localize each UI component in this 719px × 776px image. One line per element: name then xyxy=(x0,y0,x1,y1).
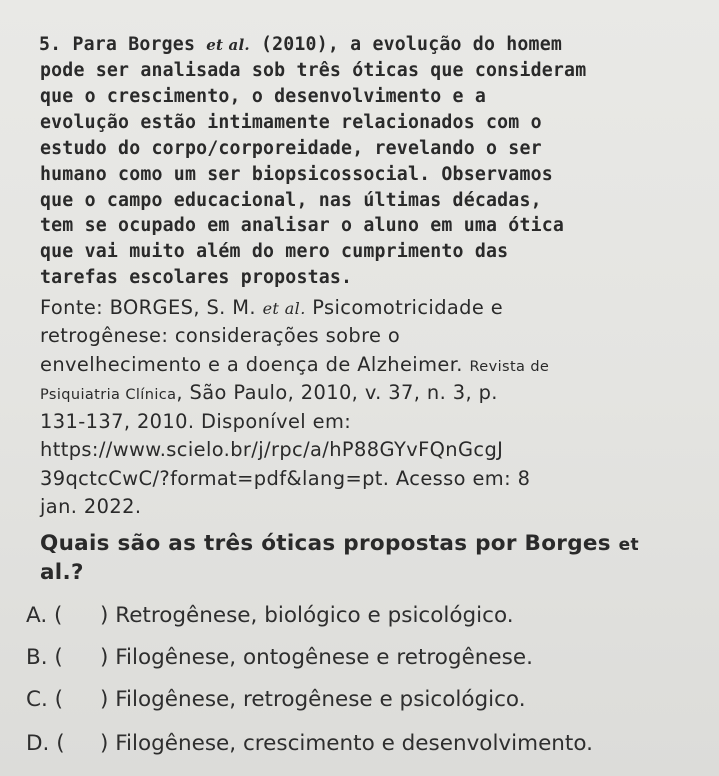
question-line: que o campo educacional, nas últimas décadas, xyxy=(40,190,542,211)
source-line: 131-137, 2010. Disponível em: xyxy=(40,410,352,433)
question-line: estudo do corpo/corporeidade, revelando o ser xyxy=(40,138,542,159)
question-line: tarefas escolares propostas. xyxy=(40,267,353,288)
prompt-part: Quais são as três óticas propostas por Borges xyxy=(40,531,619,556)
option-checkbox[interactable]: A. ( xyxy=(26,603,63,628)
question-line-part: (2010), a evolução do homem xyxy=(249,34,562,55)
question-line: evolução estão intimamente relacionados com o xyxy=(40,112,542,133)
source-line: 39qctcCwC/?format=pdf&lang=pt. Acesso em: 8 xyxy=(40,467,531,490)
source-line xyxy=(40,296,503,319)
source-part: Fonte: BORGES, S. M. xyxy=(40,296,263,319)
et-al-italic: et al. xyxy=(206,36,250,54)
question-line: humano como um ser biopsicossocial. Observamos xyxy=(40,164,553,185)
option-label: ) Retrogênese, biológico e psicológico. xyxy=(100,603,514,628)
option-b[interactable] xyxy=(26,645,533,670)
option-checkbox[interactable]: D. ( xyxy=(26,731,65,756)
question-line: tem se ocupado em analisar o aluno em uma ótica xyxy=(40,215,565,236)
source-part: envelhecimento e a doença de Alzheimer. xyxy=(40,353,470,376)
option-label: ) Filogênese, crescimento e desenvolvimento. xyxy=(100,731,593,756)
source-part: , São Paulo, 2010, v. 37, n. 3, p. xyxy=(176,381,498,404)
source-line xyxy=(40,381,498,404)
question-line-part: 5. Para Borges xyxy=(39,34,207,55)
option-checkbox[interactable]: C. ( xyxy=(26,687,64,712)
option-label: ) Filogênese, retrogênese e psicológico. xyxy=(100,687,526,712)
source-line: jan. 2022. xyxy=(40,495,142,518)
question-line: que o crescimento, o desenvolvimento e a xyxy=(40,86,486,107)
option-c[interactable] xyxy=(26,687,526,712)
question-line: pode ser analisada sob três óticas que consideram xyxy=(40,60,587,81)
option-checkbox[interactable]: B. ( xyxy=(26,645,63,670)
et-al-italic: et al. xyxy=(262,299,306,318)
source-part: Revista de xyxy=(469,359,550,375)
prompt-line xyxy=(40,531,639,556)
option-d[interactable] xyxy=(26,731,593,756)
source-url-line: https://www.scielo.br/j/rpc/a/hP88GYvFQnGcgJ xyxy=(40,438,504,461)
prompt-line: al.? xyxy=(40,560,84,585)
question-line xyxy=(39,34,562,55)
source-part: Psicomotricidade e xyxy=(305,296,504,319)
source-line: retrogênese: considerações sobre o xyxy=(40,324,401,347)
source-line xyxy=(40,353,549,376)
question-line: que vai muito além do mero cumprimento das xyxy=(40,241,509,262)
option-a[interactable] xyxy=(26,603,514,628)
option-label: ) Filogênese, ontogênese e retrogênese. xyxy=(100,645,533,670)
prompt-part: et xyxy=(618,535,639,555)
journal-name: Psiquiatria Clínica xyxy=(40,387,177,403)
